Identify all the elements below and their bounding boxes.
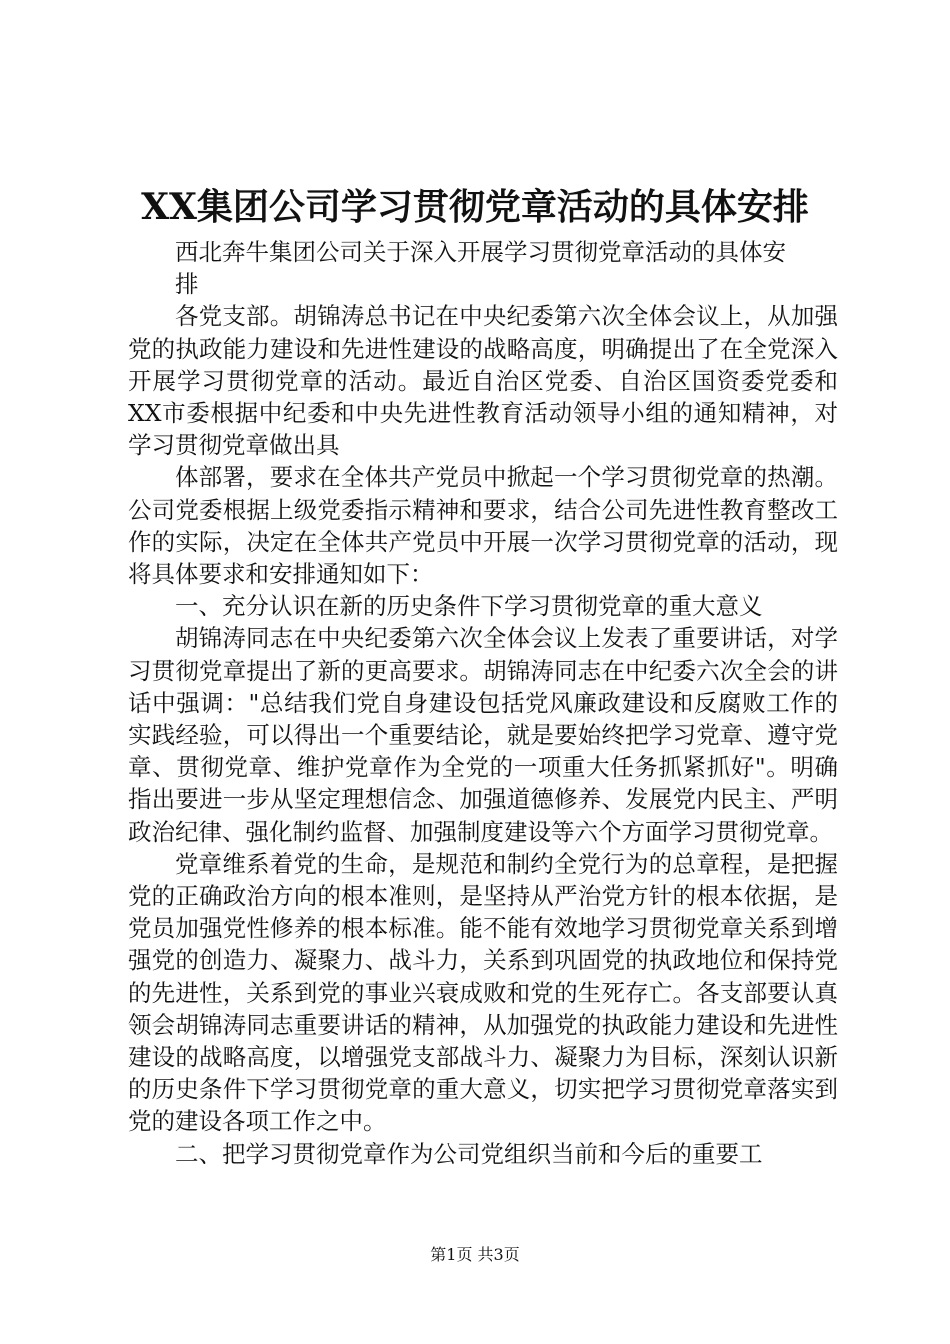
paragraph-salutation: 各党支部。胡锦涛总书记在中央纪委第六次全体会议上，从加强党的执政能力建设和先进性建设的战略高度，明确提出了在全党深入开展学习贯彻党章的活动。最近自治区党委、自治区国资委党委和XX市委根据中纪委和中央先进性教育活动领导小组的通知精神，对学习贯彻党章做出具 (128, 302, 838, 460)
paragraph-significance: 党章维系着党的生命，是规范和制约全党行为的总章程，是把握党的正确政治方向的根本准则，是坚持从严治党方针的根本依据，是党员加强党性修养的根本标准。能不能有效地学习贯彻党章关系到增强党的创造力、凝聚力、战斗力，关系到巩固党的执政地位和保持党的先进性，关系到党的事业兴衰成败和党的生死存亡。各支部要认真领会胡锦涛同志重要讲话的精神，从加强党的执政能力建设和先进性建设的战略高度，以增强党支部战斗力、凝聚力为目标，深刻认识新的历史条件下学习贯彻党章的重大意义，切实把学习贯彻党章落实到党的建设各项工作之中。 (128, 849, 838, 1136)
document-body (128, 236, 838, 1170)
paragraph-deployment: 体部署，要求在全体共产党员中掀起一个学习贯彻党章的热潮。公司党委根据上级党委指示精神和要求，结合公司先进性教育整改工作的实际，决定在全体共产党员中开展一次学习贯彻党章的活动，现将具体要求和安排通知如下： (128, 463, 838, 589)
document-subtitle: 西北奔牛集团公司关于深入开展学习贯彻党章活动的具体安排 (175, 238, 786, 299)
paragraph-speech: 胡锦涛同志在中央纪委第六次全体会议上发表了重要讲话，对学习贯彻党章提出了新的更高要求。胡锦涛同志在中纪委六次全会的讲话中强调："总结我们党自身建设包括党风廉政建设和反腐败工作的实践经验，可以得出一个重要结论，就是要始终把学习党章、遵守党章、贯彻党章、维护党章作为全党的一项重大任务抓紧抓好"。明确指出要进一步从坚定理想信念、加强道德修养、发展党内民主、严明政治纪律、强化制约监督、加强制度建设等六个方面学习贯彻党章。 (128, 624, 838, 846)
section-heading-2: 二、把学习贯彻党章作为公司党组织当前和今后的重要工 (175, 1139, 763, 1168)
page-number-footer: 第1页 共3页 (430, 1245, 520, 1264)
section-heading-1: 一、充分认识在新的历史条件下学习贯彻党章的重大意义 (175, 592, 763, 621)
document-title: XX集团公司学习贯彻党章活动的具体安排 (141, 186, 809, 228)
